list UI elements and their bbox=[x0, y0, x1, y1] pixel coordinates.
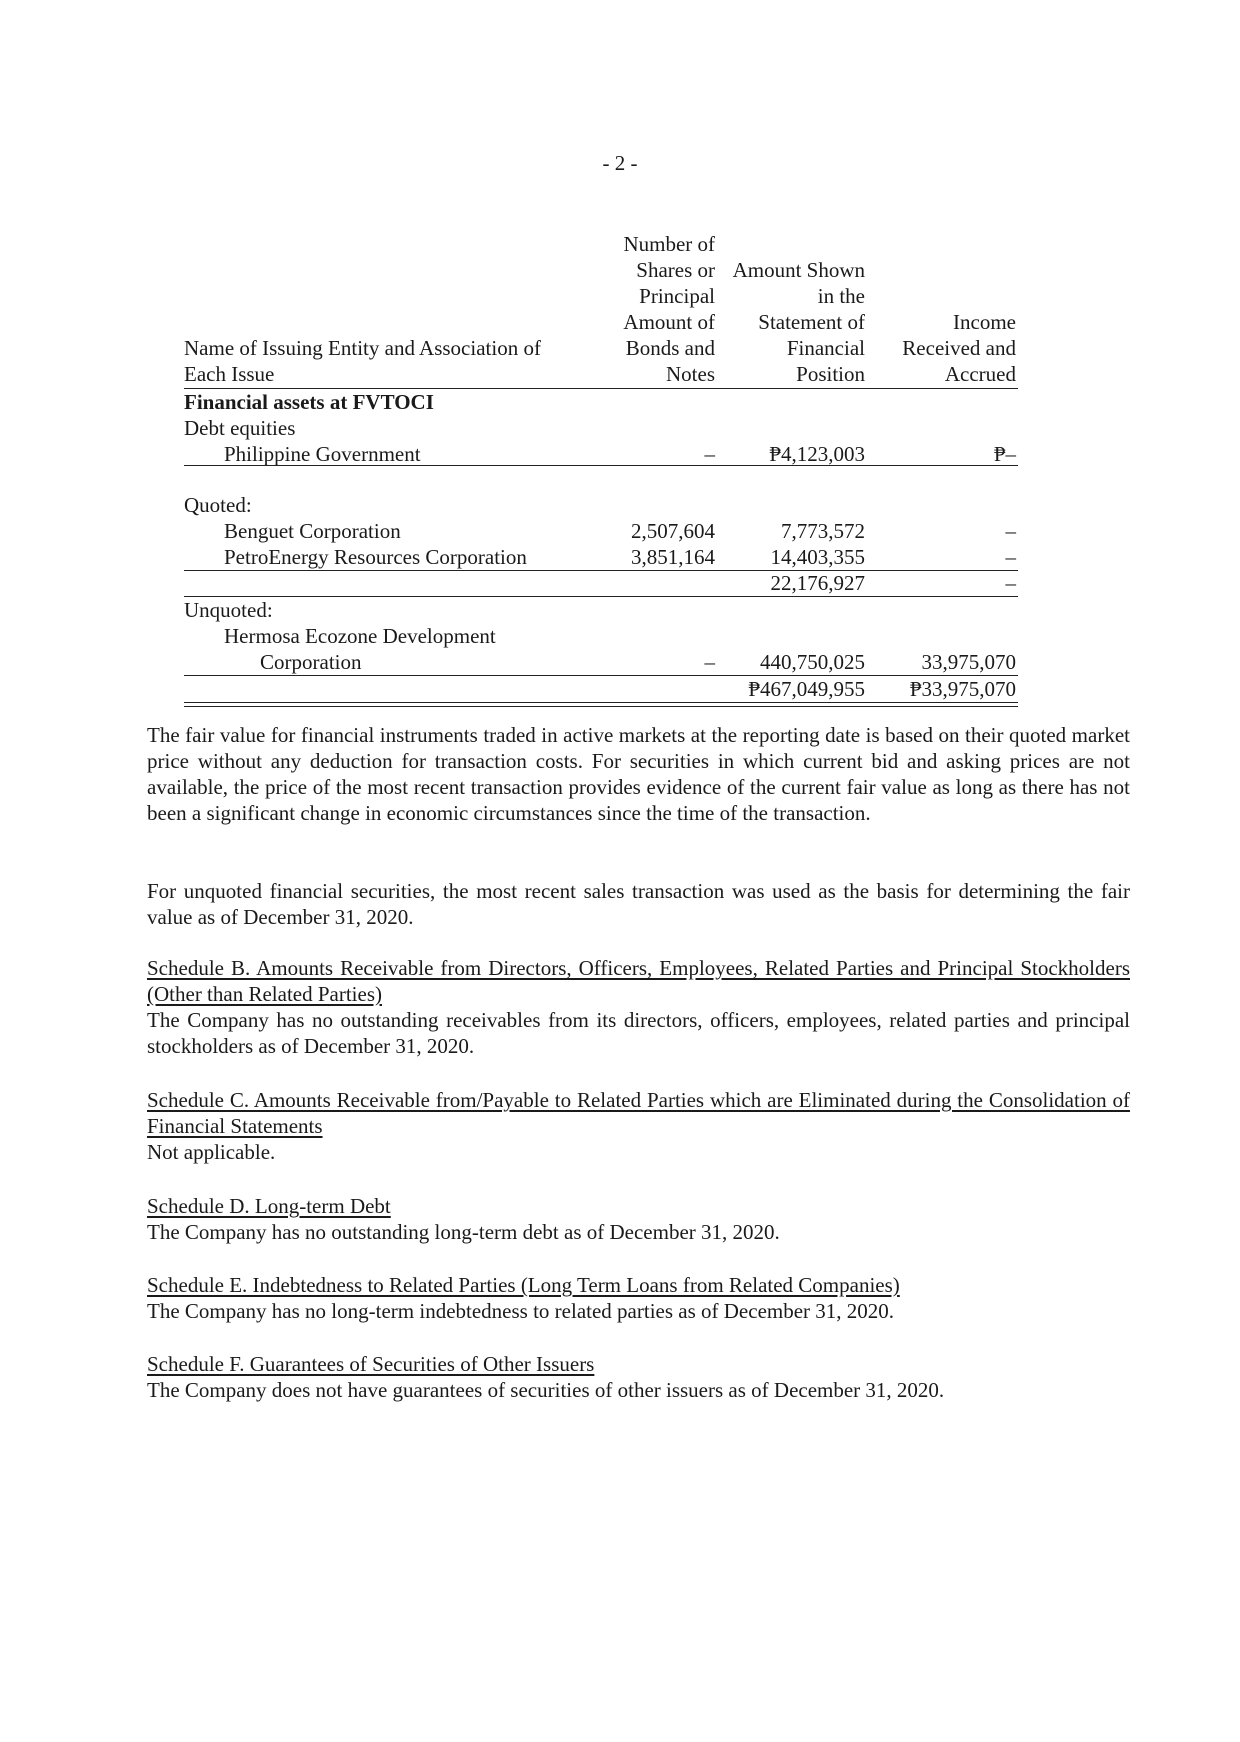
header-amount: Amount Shown bbox=[732, 258, 865, 282]
header-income: Income bbox=[953, 310, 1016, 334]
table-row: Corporation – 440,750,025 33,975,070 bbox=[260, 650, 1016, 674]
grand-total-row: ₱467,049,955 ₱33,975,070 bbox=[748, 677, 1016, 701]
schedule-c-text: Not applicable. bbox=[147, 1140, 276, 1164]
schedule-f-title: Schedule F. Guarantees of Securities of Other Issuers bbox=[147, 1352, 595, 1376]
unquoted-label: Unquoted: bbox=[184, 598, 273, 622]
schedule-e bbox=[147, 1272, 1130, 1324]
quoted-total-row: 22,176,927 – bbox=[770, 571, 1016, 595]
header-shares: Number of bbox=[623, 232, 715, 256]
rule bbox=[184, 465, 1018, 466]
fair-value-paragraph: The fair value for financial instruments traded in active markets at the reporting date is based on their quoted market price without any deduction for transaction costs. For securities in which current bid and asking prices are not available, the price of the most recent transaction provides evidence of the current fair value as long as there has not been a significant change in economic circumstances since the time of the transaction. bbox=[147, 723, 1130, 825]
table-row: Benguet Corporation 2,507,604 7,773,572 – bbox=[224, 519, 1016, 543]
table-row: PetroEnergy Resources Corporation 3,851,164 14,403,355 – bbox=[224, 545, 1016, 569]
schedule-d bbox=[147, 1193, 1130, 1245]
page-number: - 2 - bbox=[602, 151, 638, 175]
schedule-f bbox=[147, 1351, 1130, 1403]
schedule-b-text: The Company has no outstanding receivables from its directors, officers, employees, related parties and principal stockholders as of December 31, 2020. bbox=[147, 1008, 1130, 1058]
quoted-label: Quoted: bbox=[184, 493, 252, 517]
schedule-f-text: The Company does not have guarantees of securities of other issuers as of December 31, 2020. bbox=[147, 1378, 945, 1402]
table-row: Philippine Government – ₱4,123,003 ₱– bbox=[224, 442, 1016, 466]
schedule-c-title: Schedule C. Amounts Receivable from/Payable to Related Parties which are Eliminated during the Consolidation of Financial Statements bbox=[147, 1088, 1130, 1138]
double-rule-top bbox=[184, 702, 1018, 703]
schedule-c bbox=[147, 1087, 1130, 1165]
schedule-d-text: The Company has no outstanding long-term debt as of December 31, 2020. bbox=[147, 1220, 780, 1244]
table-header: Number of Shares or Amount Shown Principal in the Amount of Statement of Income Name of Issuing Entity and Association of Bonds and Financial Received and Each Issue Notes Position Accrued bbox=[184, 232, 1016, 386]
schedule-b-title: Schedule B. Amounts Receivable from Directors, Officers, Employees, Related Parties and Principal Stockholders (Other than Related Parties) bbox=[147, 956, 1130, 1006]
double-rule-bottom bbox=[184, 706, 1018, 707]
schedule-b bbox=[147, 955, 1130, 1059]
schedule-d-title: Schedule D. Long-term Debt bbox=[147, 1194, 391, 1218]
debt-label: Debt equities bbox=[184, 416, 296, 440]
section-title: Financial assets at FVTOCI bbox=[184, 390, 434, 414]
schedule-e-title: Schedule E. Indebtedness to Related Parties (Long Term Loans from Related Companies) bbox=[147, 1273, 900, 1297]
unquoted-paragraph: For unquoted financial securities, the most recent sales transaction was used as the basis for determining the fair value as of December 31, 2020. bbox=[147, 879, 1130, 929]
header-name: Name of Issuing Entity and Association of bbox=[184, 336, 541, 360]
investments-table: Number of Shares or Amount Shown Principal in the Amount of Statement of Income Name of Issuing Entity and Association of Bonds and Financial Received and Each Issue Notes Position Accrued Financial assets at FVTOCI Debt equities Philippine Government – ₱4,123,003 ₱– Quoted: Benguet Corporation 2,507,604 7,773,572 – PetroEnergy Resources Corporation 3,851,164 14,403,355 – 22,176,927 – Unquoted: Hermosa Ecozone Development Corporation – 440,750,025 33,975,070 ₱467,049,955 ₱33,975,070 bbox=[184, 231, 1028, 387]
schedule-e-text: The Company has no long-term indebtedness to related parties as of December 31, 2020. bbox=[147, 1299, 895, 1323]
